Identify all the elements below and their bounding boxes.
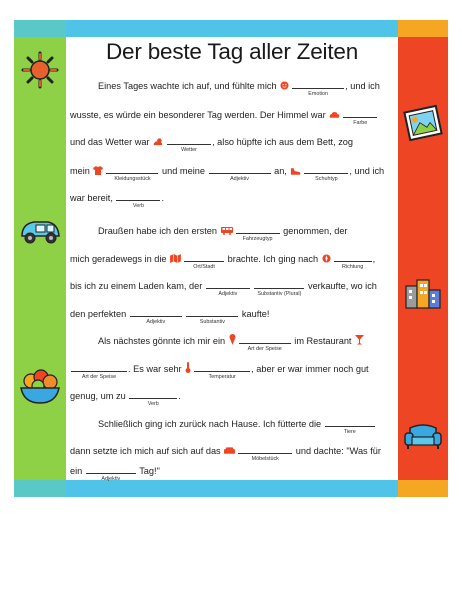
- blank-field[interactable]: [236, 224, 280, 242]
- blank-hint: Farbe: [353, 120, 368, 126]
- story-text: . Es war sehr: [128, 364, 182, 374]
- sun-cloud-icon: [153, 137, 164, 146]
- story-text: mein: [70, 166, 90, 176]
- cocktail-icon: [355, 335, 364, 345]
- blank-hint: Schuhtyp: [315, 176, 338, 182]
- blank-field[interactable]: [238, 444, 292, 462]
- story-text: kaufte!: [241, 309, 270, 319]
- story-line-9: [70, 307, 270, 325]
- smiley-icon: [280, 81, 289, 90]
- frame-bottom-right: [398, 480, 448, 497]
- story-text: und das Wetter war: [70, 137, 150, 147]
- story-text: Als nächstes gönnte ich mir ein: [98, 336, 226, 346]
- blank-hint: Art der Speise: [81, 374, 117, 380]
- story-text: .: [161, 193, 165, 203]
- thermometer-icon: [185, 362, 191, 373]
- story-line-10: [98, 334, 366, 352]
- story-text: verkaufte, wo ich: [307, 281, 377, 291]
- story-text: genug, um zu: [70, 391, 126, 401]
- sun-icon: [20, 50, 60, 90]
- story-text: genommen, der: [283, 226, 348, 236]
- blank-hint: Substantiv (Plural): [257, 291, 302, 297]
- blank-field[interactable]: [292, 79, 344, 97]
- blank-hint: Wetter: [181, 147, 197, 153]
- story-text: den perfekten: [70, 309, 127, 319]
- story-text: , und ich: [345, 81, 380, 91]
- blank-field[interactable]: [129, 389, 177, 407]
- cloud-icon: [329, 111, 340, 119]
- blank-field[interactable]: [130, 307, 182, 325]
- ice-cream-icon: [229, 334, 236, 345]
- story-line-4: [70, 164, 385, 182]
- sofa-icon: [402, 420, 444, 452]
- story-content: [66, 37, 398, 480]
- bus-icon: [221, 227, 233, 235]
- blank-hint: Ort/Stadt: [193, 264, 215, 270]
- frame-top-right: [398, 20, 448, 37]
- blank-hint: Adjektiv: [230, 176, 249, 182]
- story-text: .: [178, 391, 181, 401]
- frame-bottom-left: [14, 480, 66, 497]
- story-text: Eines Tages wachte ich auf, und fühlte mich: [98, 81, 277, 91]
- blank-hint: Substantiv: [199, 319, 225, 325]
- compass-icon: [322, 254, 331, 263]
- blank-hint: Verb: [132, 203, 145, 209]
- blank-hint: Art der Speise: [247, 346, 282, 352]
- story-line-13: [98, 417, 376, 435]
- blank-hint: Verb: [147, 401, 159, 407]
- picture-frame-icon: [402, 104, 444, 142]
- frame-top: [66, 20, 398, 37]
- story-text: ,: [372, 254, 376, 264]
- frame-left: [14, 37, 66, 480]
- blank-hint: Emotion: [308, 91, 329, 97]
- story-text: bis ich zu einem Laden kam, der: [70, 281, 203, 291]
- story-text: im Restaurant: [294, 336, 352, 346]
- blank-field[interactable]: [239, 334, 291, 352]
- frame-top-left: [14, 20, 66, 37]
- blank-field[interactable]: [325, 417, 375, 435]
- blank-field[interactable]: [334, 252, 372, 270]
- blank-hint: Fahrzeugtyp: [242, 236, 273, 242]
- story-line-3: [70, 135, 354, 153]
- blank-hint: Adjektiv: [218, 291, 238, 297]
- story-line-8: [70, 279, 377, 297]
- story-text: Draußen habe ich den ersten: [98, 226, 218, 236]
- story-text: , und ich: [349, 166, 385, 176]
- story-text: und meine: [162, 166, 205, 176]
- map-icon: [170, 254, 181, 263]
- blank-field[interactable]: [209, 164, 271, 182]
- city-buildings-icon: [402, 276, 444, 312]
- story-text: dann setzte ich mich auf sich auf das: [70, 446, 221, 456]
- story-text: und dachte: "Was für: [295, 446, 381, 456]
- story-text: Tag!": [139, 466, 160, 476]
- blank-hint: Möbelstück: [251, 456, 279, 462]
- story-line-11: [70, 362, 369, 380]
- blank-field[interactable]: [254, 279, 304, 297]
- blank-field[interactable]: [167, 135, 211, 153]
- blank-hint: Adjektiv: [101, 476, 121, 482]
- story-line-15: [70, 464, 160, 482]
- story-line-12: [70, 389, 181, 407]
- blank-hint: Richtung: [341, 264, 364, 270]
- blank-field[interactable]: [206, 279, 250, 297]
- story-text: mich geradewegs in die: [70, 254, 167, 264]
- page-title: Der beste Tag aller Zeiten: [105, 39, 359, 64]
- shoe-icon: [290, 168, 301, 175]
- blank-field[interactable]: [343, 108, 377, 126]
- frame-bottom: [66, 480, 398, 497]
- blank-hint: Tiere: [343, 429, 356, 435]
- blank-field[interactable]: [184, 252, 224, 270]
- story-text: an,: [274, 166, 287, 176]
- blank-hint: Kleidungsstück: [114, 176, 151, 182]
- blank-field[interactable]: [71, 362, 127, 380]
- story-line-2: [70, 108, 378, 126]
- story-text: , also hüpfte ich aus dem Bett, zog: [212, 137, 354, 147]
- blank-field[interactable]: [186, 307, 238, 325]
- story-line-1: [98, 79, 380, 97]
- story-line-6: [98, 224, 348, 242]
- blank-field[interactable]: [86, 464, 136, 482]
- blank-field[interactable]: [194, 362, 250, 380]
- blank-hint: Adjektiv: [146, 319, 166, 325]
- shirt-icon: [93, 166, 103, 175]
- story-text: brachte. Ich ging nach: [227, 254, 319, 264]
- story-text: , aber er war immer noch gut: [251, 364, 369, 374]
- fruit-bowl-icon: [18, 366, 62, 406]
- blank-field[interactable]: [304, 164, 348, 182]
- blank-field[interactable]: [106, 164, 158, 182]
- story-text: wusste, es würde ein besonderer Tag werden. Der Himmel war: [70, 110, 326, 120]
- story-line-5: [70, 191, 165, 209]
- story-text: Schließlich ging ich zurück nach Hause. Ich fütterte die: [98, 419, 322, 429]
- story-line-14: [70, 444, 381, 462]
- story-text: ein: [70, 466, 83, 476]
- story-line-7: [70, 252, 376, 270]
- sofa-small-icon: [224, 447, 235, 455]
- blank-hint: Temperatur: [208, 374, 236, 380]
- blank-field[interactable]: [116, 191, 160, 209]
- story-text: war bereit,: [70, 193, 113, 203]
- car-icon: [18, 216, 62, 246]
